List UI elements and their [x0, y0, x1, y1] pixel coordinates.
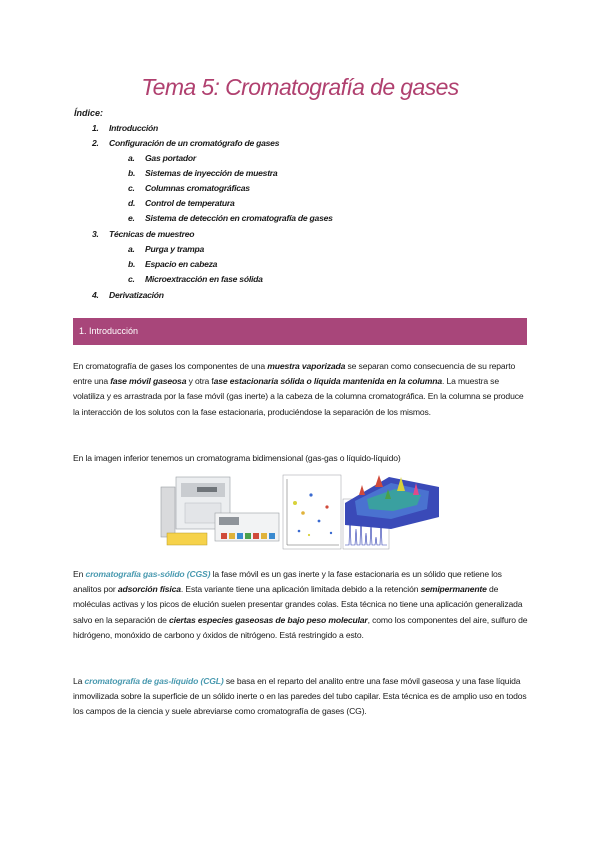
paragraph-cgs — [73, 567, 529, 643]
toc-label: Microextracción en fase sólida — [145, 274, 263, 284]
cgs-link[interactable]: cromatografía gas-sólido (CGS) — [85, 569, 211, 579]
toc-number: 3. — [92, 229, 99, 239]
toc-number: 4. — [92, 290, 99, 300]
cgl-link[interactable]: cromatografía de gas-líquido (CGL) — [84, 676, 224, 686]
chromatogram-2d — [283, 475, 341, 549]
toc-label: Introducción — [109, 123, 159, 133]
text: la fase móvil es un gas inerte y la fase estacionaria es un sólido que retiene los analitos por — [73, 569, 502, 595]
toc-subitem — [128, 244, 204, 254]
text: La — [73, 676, 85, 686]
emphasis: muestra vaporizada — [267, 361, 346, 371]
toc-subitem — [128, 213, 333, 223]
page-title: Tema 5: Cromatografía de gases — [141, 74, 459, 100]
toc-subitem — [128, 198, 235, 208]
toc-number: 2. — [92, 138, 99, 148]
toc-label: Espacio en cabeza — [145, 259, 218, 269]
toc-subitem — [128, 183, 250, 193]
toc-item — [92, 138, 279, 148]
toc-label: Purga y trampa — [145, 244, 205, 254]
text: En — [73, 569, 86, 579]
toc-number: d. — [128, 198, 136, 208]
toc-item — [92, 290, 164, 300]
paragraph-image-caption: En la imagen inferior tenemos un cromatograma bidimensional (gas-gas o líquido-líquido) — [73, 453, 401, 463]
emphasis: semipermanente — [420, 584, 487, 595]
emphasis: ase estacionaria sólida o líquida mantenida en la columna — [213, 376, 442, 387]
gas-chromatograph-illustration — [161, 477, 279, 545]
toc-label: Sistemas de inyección de muestra — [145, 168, 278, 178]
toc-label: Columnas cromatográficas — [145, 183, 250, 193]
toc-number: e. — [128, 213, 135, 223]
toc-number: 1. — [92, 123, 99, 133]
paragraph-intro — [73, 359, 529, 420]
toc-subitem — [128, 259, 217, 269]
toc-number: a. — [128, 153, 135, 163]
toc-item — [92, 229, 194, 239]
text: . Esta variante tiene una aplicación limitada debido a la retención — [180, 584, 421, 595]
toc-number: c. — [128, 183, 135, 193]
text: se basa en el reparto del analito entre una fase móvil gaseosa y una fase líquida inmovilizada sobre la superficie de un sólido inerte o en las paredes del tubo capilar. Esta técnica es de amplio uso en todos los campos de la ciencia y suele abreviarse como cromatografía de gases (CG). — [73, 676, 527, 717]
emphasis: fase móvil gaseosa — [110, 376, 187, 387]
text: se separan como consecuencia de su reparto entre una — [73, 361, 516, 387]
toc-label: Gas portador — [145, 153, 196, 163]
toc-subitem — [128, 274, 263, 284]
toc-label: Configuración de un cromatógrafo de gases — [109, 138, 280, 148]
emphasis: ciertas especies gaseosas de bajo peso molecular — [168, 614, 368, 625]
toc-number: a. — [128, 244, 135, 254]
text: de moléculas activas y los picos de elución suelen presentar grandes colas. Esta técnica no tiene una aplicación generalizada salvo en la separación de — [73, 584, 523, 625]
text: . La muestra se volatiliza y es arrastrada por la fase móvil (gas inerte) a la cabeza de la columna cromatográfica. En la columna se produce la interacción de los solutos con la fase estacionaria, produciéndose la separación de los mismos. — [73, 376, 524, 417]
toc-number: b. — [128, 168, 136, 178]
text: y otra f — [186, 376, 214, 387]
section-banner — [73, 318, 527, 345]
toc-item — [92, 123, 158, 133]
paragraph-cgl — [73, 674, 529, 720]
toc-number: b. — [128, 259, 136, 269]
index-label: Índice: — [74, 108, 104, 118]
toc-label: Sistema de detección en cromatografía de gases — [145, 213, 333, 223]
text: En cromatografía de gases los componentes de una — [73, 361, 268, 371]
toc-subitem — [128, 168, 277, 178]
toc-number: c. — [128, 274, 135, 284]
chromatogram-3d-surface — [345, 475, 439, 529]
text: , como los componentes del aire, sulfuro de hidrógeno, monóxido de carbono y óxidos de nitrógeno. Está restringido a esto. — [73, 614, 528, 640]
toc-label: Control de temperatura — [145, 198, 235, 208]
toc-label: Derivatización — [109, 290, 164, 300]
emphasis: adsorción física — [117, 584, 181, 595]
chromatography-figure — [159, 473, 441, 551]
toc-subitem — [128, 153, 196, 163]
section-title: 1. Introducción — [79, 326, 139, 336]
toc-label: Técnicas de muestreo — [109, 229, 195, 239]
